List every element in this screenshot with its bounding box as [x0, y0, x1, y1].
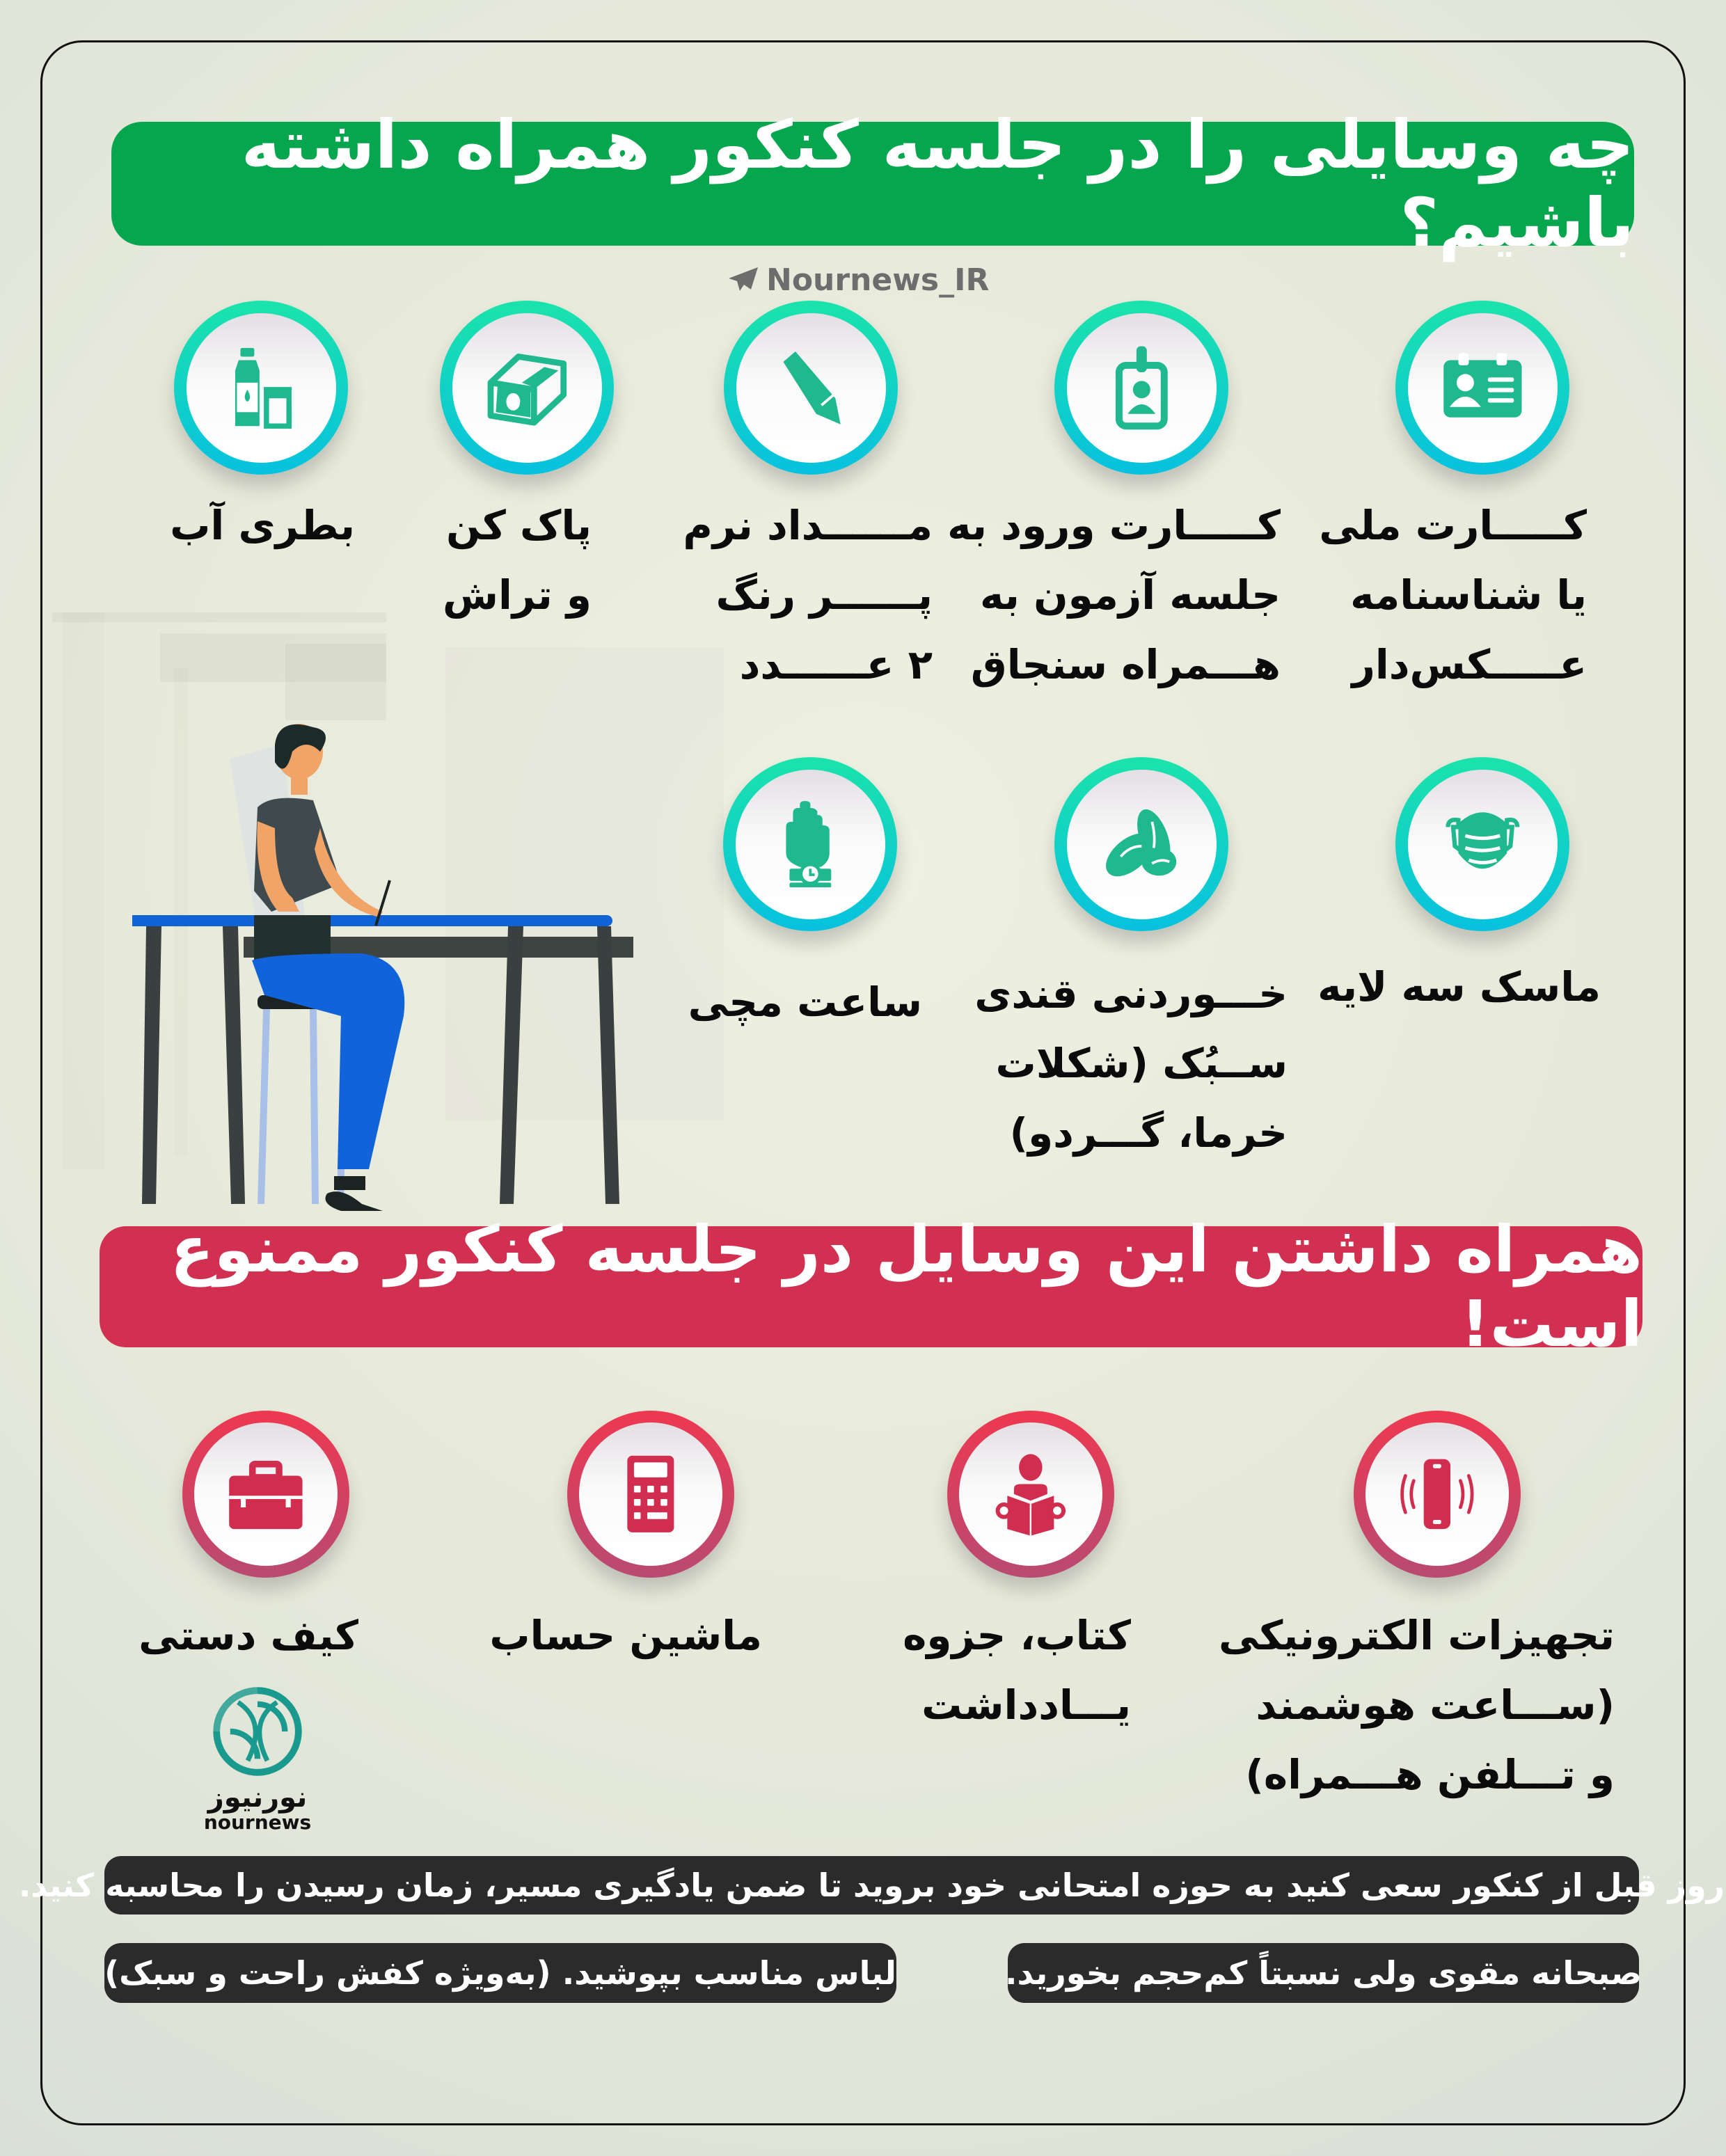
badge-pin-icon — [1098, 344, 1185, 431]
background-window-shape — [285, 644, 386, 720]
background-window-shape — [63, 612, 104, 1169]
item-label-pencil: مــــــداد نرم پــــــر رنگ ۲ عــــــدد — [683, 502, 933, 688]
wristwatch-icon — [767, 801, 854, 888]
briefcase-icon — [224, 1452, 308, 1536]
tip-travel-route: روز قبل از کنکور سعی کنید به حوزه امتحانی خود بروید تا ضمن یادگیری مسیر، زمان رسیدن را محاسبه کنید. — [104, 1856, 1639, 1915]
item-label-water-bottle: بطری آب — [170, 502, 355, 549]
calculator-icon — [609, 1452, 692, 1536]
entry-card-circle — [1054, 301, 1228, 475]
item-label-entry-card: کـــــارت ورود به جلسه آزمون به هـــمراه سنجاق — [947, 502, 1281, 688]
water-bottle-icon — [218, 344, 305, 431]
item-label-wristwatch: ساعت مچی — [688, 978, 922, 1026]
logo-text-en: nournews — [203, 1811, 312, 1834]
student-at-desk-illustration — [132, 724, 633, 1211]
item-label-face-mask: ماسک سه لایه — [1317, 963, 1601, 1010]
telegram-icon — [727, 266, 759, 294]
face-mask-icon — [1439, 801, 1526, 888]
book-circle — [947, 1411, 1114, 1578]
sharpener-icon — [484, 344, 571, 431]
electronics-circle — [1354, 1411, 1521, 1578]
nournews-logo — [198, 1683, 317, 1833]
pencil-icon — [768, 344, 855, 431]
briefcase-circle — [182, 1411, 349, 1578]
item-label-book: کتاب، جزوه یـــادداشت — [903, 1612, 1131, 1729]
telegram-watermark — [727, 259, 989, 301]
forbidden-items-banner — [100, 1212, 1642, 1361]
allowed-items-banner — [111, 106, 1634, 262]
pencil-circle — [724, 301, 898, 475]
forbidden-items-title: همراه داشتن این وسایل در جلسه کنکور ممنوع است! — [170, 1212, 1642, 1361]
item-label-dates: خـــوردنی قندی ســبُک (شکلات خرما، گـــردو) — [974, 970, 1288, 1157]
calculator-circle — [567, 1411, 734, 1578]
water-bottle-circle — [174, 301, 348, 475]
tip-breakfast: صبحانه مقوی ولی نسبتاً کم‌حجم بخورید. — [1008, 1943, 1639, 2003]
vibrating-phone-icon — [1395, 1452, 1479, 1536]
id-card-circle — [1395, 301, 1569, 475]
dates-circle — [1054, 757, 1228, 931]
tip-clothing: لباس مناسب بپوشید. (به‌ویژه کفش راحت و سبک) — [104, 1943, 896, 2003]
wristwatch-circle — [723, 757, 897, 931]
face-mask-circle — [1395, 757, 1569, 931]
allowed-items-title: چه وسایلی را در جلسه کنکور همراه داشته باشیم؟ — [241, 106, 1634, 262]
watermark-text: Nournews_IR — [766, 262, 990, 298]
dates-icon — [1098, 801, 1185, 888]
id-card-icon — [1439, 344, 1526, 431]
item-label-briefcase: کیف دستی — [138, 1612, 358, 1659]
item-label-calculator: ماشین حساب — [489, 1612, 762, 1659]
sharpener-circle — [440, 301, 614, 475]
item-label-electronics: تجهیزات الکترونیکی (ســـاعت هوشمند و تـــلفن هـــمراه) — [1218, 1612, 1615, 1798]
reading-person-icon — [989, 1452, 1072, 1536]
logo-text-fa: نورنیوز — [207, 1782, 308, 1814]
nournews-swirl-icon — [209, 1683, 306, 1780]
item-label-id-card: کـــــارت ملی یا شناسنامه عـــــکس‌دار — [1319, 502, 1587, 688]
item-label-sharpener: پاک کن و تراش — [442, 502, 592, 619]
